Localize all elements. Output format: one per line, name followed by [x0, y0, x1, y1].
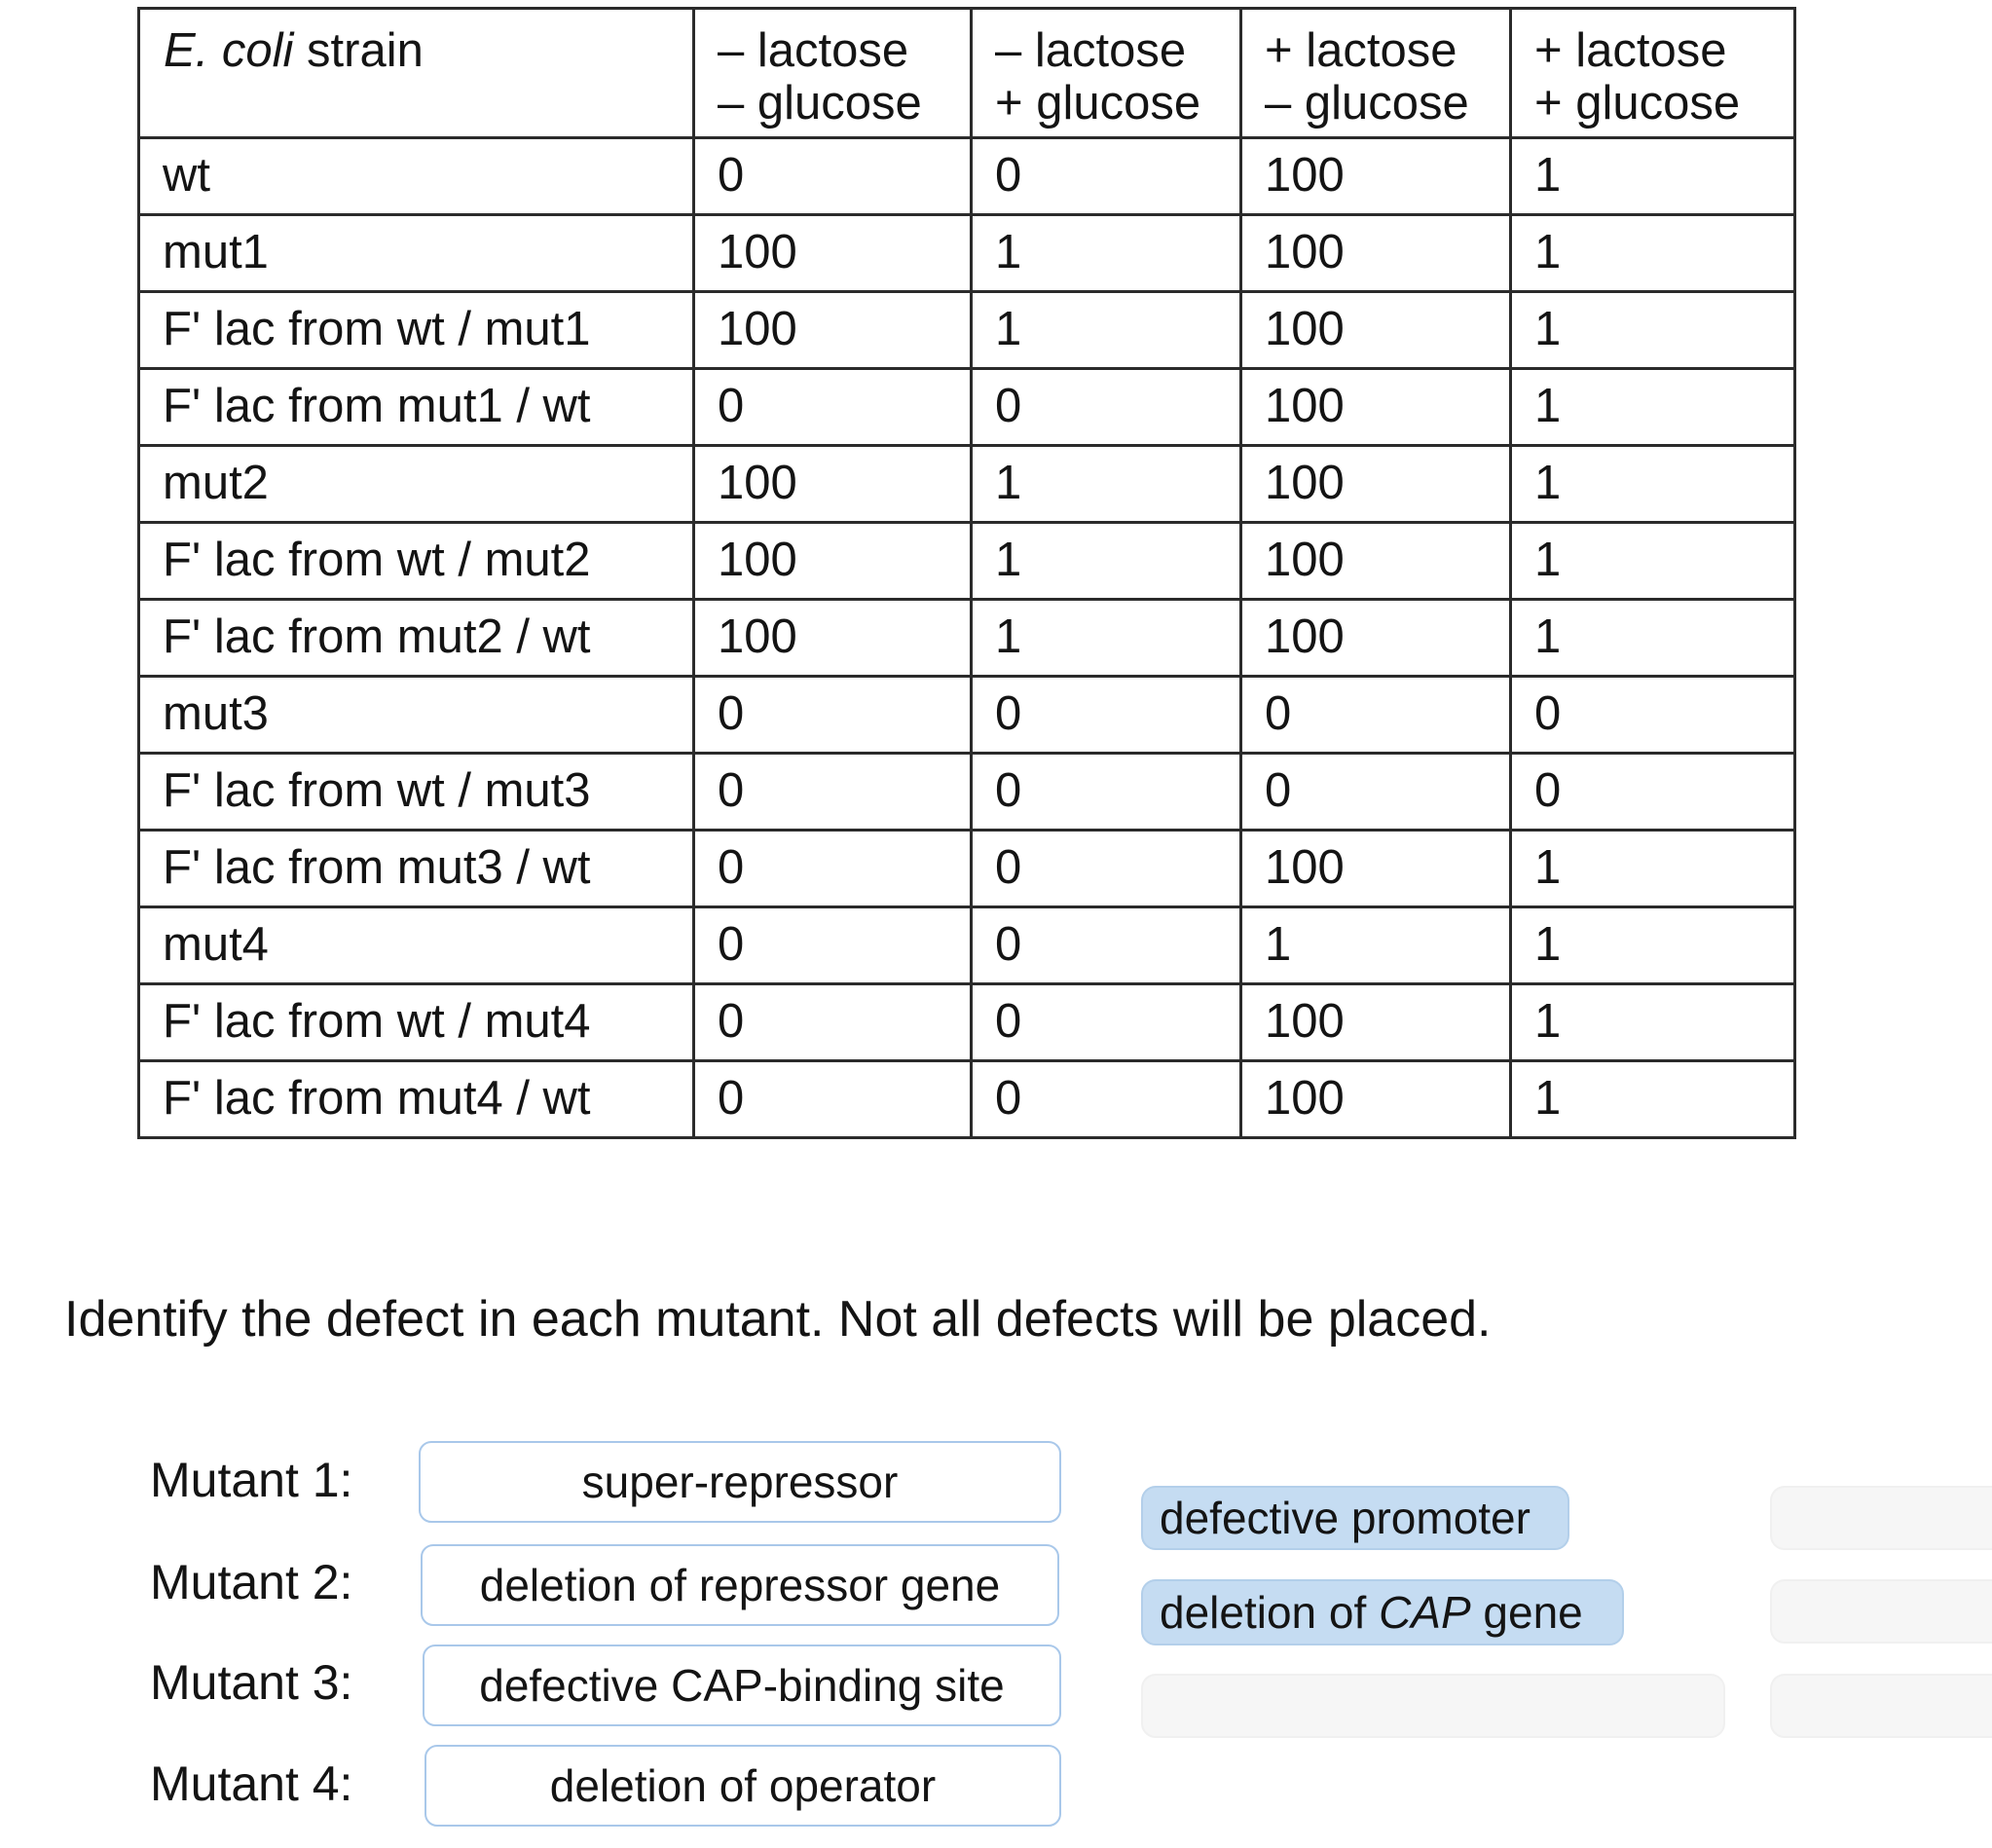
strain-cell: mut3: [139, 677, 694, 754]
value-cell: 100: [694, 215, 972, 292]
header-condition-line1: + lactose: [1534, 24, 1727, 77]
value-cell: 0: [1241, 754, 1511, 831]
strain-cell: F' lac from wt / mut1: [139, 292, 694, 369]
strain-cell: mut2: [139, 446, 694, 523]
table-row: [139, 1061, 1795, 1138]
header-condition-line2: + glucose: [1534, 76, 1741, 129]
table-row: [139, 984, 1795, 1061]
instructions-text: Identify the defect in each mutant. Not all defects will be placed.: [64, 1291, 1492, 1348]
value-cell: 0: [694, 677, 972, 754]
header-condition-line2: + glucose: [995, 76, 1201, 129]
bank-empty-slot: [1770, 1579, 1992, 1644]
table-row: [139, 600, 1795, 677]
table-row: [139, 907, 1795, 984]
value-cell: 0: [694, 984, 972, 1061]
value-cell: 1: [1511, 600, 1795, 677]
value-cell: 0: [1511, 677, 1795, 754]
value-cell: 1: [1511, 523, 1795, 600]
strain-cell: F' lac from mut2 / wt: [139, 600, 694, 677]
strain-cell: F' lac from wt / mut4: [139, 984, 694, 1061]
value-cell: 0: [694, 907, 972, 984]
value-cell: 100: [1241, 215, 1511, 292]
table-row: [139, 446, 1795, 523]
value-cell: 0: [1511, 754, 1795, 831]
value-cell: 0: [694, 138, 972, 215]
header-strain: [139, 9, 694, 138]
value-cell: 0: [1241, 677, 1511, 754]
value-cell: 0: [972, 984, 1241, 1061]
value-cell: 1: [1511, 831, 1795, 907]
value-cell: 0: [972, 831, 1241, 907]
value-cell: 1: [972, 215, 1241, 292]
value-cell: 1: [972, 292, 1241, 369]
mutant-2-label: Mutant 2:: [150, 1555, 353, 1609]
value-cell: 100: [694, 600, 972, 677]
header-condition-3: [1241, 9, 1511, 138]
table-row: [139, 369, 1795, 446]
value-cell: 1: [1241, 907, 1511, 984]
bank-empty-slot: [1770, 1486, 1992, 1550]
bank-empty-slot: [1141, 1674, 1725, 1738]
mutant-4-label: Mutant 4:: [150, 1756, 353, 1811]
mutant-1-answer-slot[interactable]: super-repressor: [419, 1441, 1061, 1523]
strain-cell: F' lac from mut1 / wt: [139, 369, 694, 446]
header-condition-line2: – glucose: [718, 76, 922, 129]
value-cell: 100: [1241, 446, 1511, 523]
header-condition-4: [1511, 9, 1795, 138]
strain-cell: F' lac from wt / mut3: [139, 754, 694, 831]
table-row: [139, 831, 1795, 907]
value-cell: 100: [1241, 523, 1511, 600]
value-cell: 0: [972, 369, 1241, 446]
strain-cell: F' lac from mut3 / wt: [139, 831, 694, 907]
value-cell: 100: [1241, 984, 1511, 1061]
mutant-3-label: Mutant 3:: [150, 1655, 353, 1710]
value-cell: 1: [972, 523, 1241, 600]
value-cell: 100: [694, 446, 972, 523]
value-cell: 100: [1241, 600, 1511, 677]
table-row: [139, 215, 1795, 292]
chip-text-after: gene: [1470, 1587, 1583, 1638]
strain-cell: F' lac from mut4 / wt: [139, 1061, 694, 1138]
value-cell: 1: [1511, 138, 1795, 215]
value-cell: 100: [1241, 1061, 1511, 1138]
value-cell: 1: [1511, 907, 1795, 984]
mutant-4-answer-slot[interactable]: deletion of operator: [424, 1745, 1061, 1827]
value-cell: 100: [694, 523, 972, 600]
table-header-row: [139, 9, 1795, 138]
value-cell: 100: [1241, 831, 1511, 907]
strain-cell: mut4: [139, 907, 694, 984]
header-strain-text: strain: [293, 24, 424, 77]
table-row: [139, 523, 1795, 600]
mutant-2-answer-slot[interactable]: deletion of repressor gene: [421, 1544, 1059, 1626]
table-row: [139, 677, 1795, 754]
table-row: [139, 754, 1795, 831]
header-strain-species: E. coli: [164, 24, 294, 77]
value-cell: 100: [1241, 369, 1511, 446]
header-condition-2: [972, 9, 1241, 138]
value-cell: 100: [1241, 292, 1511, 369]
value-cell: 0: [972, 677, 1241, 754]
value-cell: 0: [694, 369, 972, 446]
header-condition-line1: – lactose: [995, 24, 1187, 77]
bank-chip-deletion-of-cap-gene[interactable]: [1141, 1579, 1624, 1645]
header-condition-1: [694, 9, 972, 138]
mutant-3-answer-slot[interactable]: defective CAP-binding site: [423, 1645, 1061, 1726]
chip-text-gene: CAP: [1379, 1587, 1471, 1638]
table-row: [139, 292, 1795, 369]
value-cell: 1: [972, 446, 1241, 523]
value-cell: 0: [694, 1061, 972, 1138]
value-cell: 0: [694, 831, 972, 907]
value-cell: 1: [1511, 1061, 1795, 1138]
value-cell: 1: [1511, 369, 1795, 446]
header-condition-line2: – glucose: [1265, 76, 1469, 129]
value-cell: 0: [972, 138, 1241, 215]
value-cell: 1: [1511, 292, 1795, 369]
value-cell: 1: [972, 600, 1241, 677]
mutant-1-label: Mutant 1:: [150, 1453, 353, 1507]
strain-cell: wt: [139, 138, 694, 215]
chip-text-before: deletion of: [1160, 1587, 1380, 1638]
strain-cell: mut1: [139, 215, 694, 292]
strain-cell: F' lac from wt / mut2: [139, 523, 694, 600]
value-cell: 0: [972, 907, 1241, 984]
bank-chip-defective-promoter[interactable]: defective promoter: [1141, 1486, 1569, 1550]
value-cell: 100: [1241, 138, 1511, 215]
value-cell: 0: [972, 1061, 1241, 1138]
value-cell: 1: [1511, 446, 1795, 523]
value-cell: 100: [694, 292, 972, 369]
value-cell: 0: [972, 754, 1241, 831]
table-row: [139, 138, 1795, 215]
value-cell: 1: [1511, 984, 1795, 1061]
header-condition-line1: + lactose: [1265, 24, 1457, 77]
header-condition-line1: – lactose: [718, 24, 909, 77]
expression-table: [137, 7, 1796, 1139]
value-cell: 1: [1511, 215, 1795, 292]
value-cell: 0: [694, 754, 972, 831]
bank-empty-slot: [1770, 1674, 1992, 1738]
